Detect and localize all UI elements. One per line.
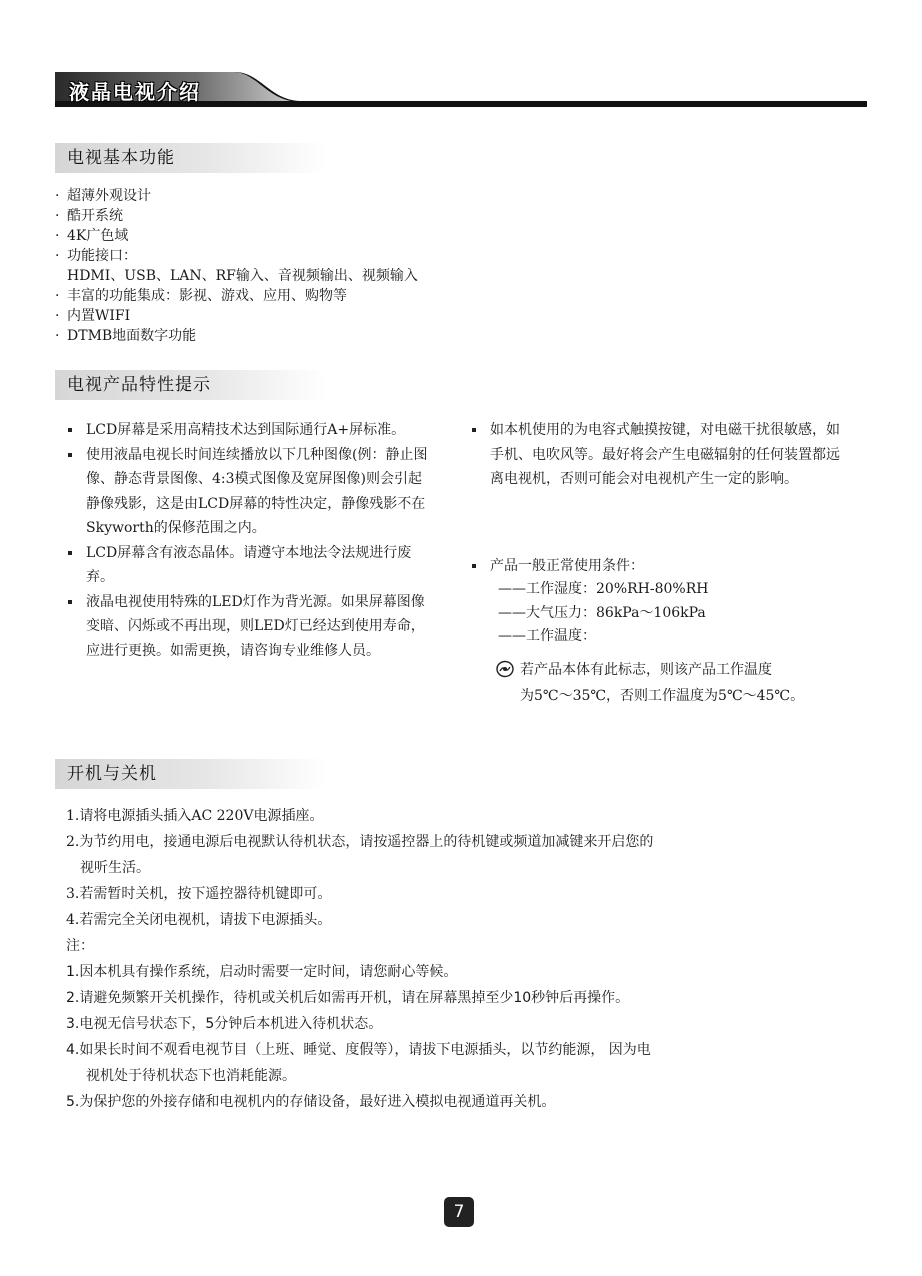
section-heading-basic: 电视基本功能 xyxy=(55,143,327,173)
list-item: LCD屏幕是采用高精技术达到国际通行A+屏标准。 xyxy=(68,418,430,443)
list-item: · DTMB地面数字功能 xyxy=(55,328,197,344)
section-heading-tips: 电视产品特性提示 xyxy=(55,370,327,400)
list-item: 5.为保护您的外接存储和电视机内的存储设备，最好进入模拟电视通道再关机。 xyxy=(66,1094,556,1110)
temperature-mark-icon xyxy=(496,660,514,678)
conditions-title: 产品一般正常使用条件： xyxy=(472,554,844,578)
list-item: HDMI、USB、LAN、RF输入、音视频输出、视频输入 xyxy=(67,268,418,284)
list-item: 1.因本机具有操作系统，启动时需要一定时间，请您耐心等候。 xyxy=(66,964,458,980)
list-item: 3.电视无信号状态下，5分钟后本机进入待机状态。 xyxy=(66,1016,383,1032)
power-instructions-list xyxy=(66,803,856,959)
list-item: · 4K广色域 xyxy=(55,228,129,244)
list-item: 视机处于待机状态下也消耗能源。 xyxy=(86,1068,296,1084)
temp-note-line1: 若产品本体有此标志，则该产品工作温度 xyxy=(520,662,772,678)
list-item: · 内置WIFI xyxy=(55,308,131,324)
list-item: 如本机使用的为电容式触摸按键，对电磁干扰很敏感，如手机、电吹风等。最好将会产生电磁辐射的任何装置都远离电视机，否则可能会对电视机产生一定的影响。 xyxy=(472,418,844,492)
basic-feature-list xyxy=(55,186,515,346)
list-item: 4.如果长时间不观看电视节目（上班、睡觉、度假等），请拔下电源插头，以节约能源， 因为电 xyxy=(66,1042,651,1058)
temp-note-line2: 为5℃～35℃，否则工作温度为5℃～45℃。 xyxy=(520,688,805,704)
list-item: · 丰富的功能集成：影视、游戏、应用、购物等 xyxy=(55,288,347,304)
list-item: LCD屏幕含有液态晶体。请遵守本地法令法规进行废弃。 xyxy=(68,541,430,590)
tips-right-list xyxy=(472,418,844,492)
condition-pressure: ——大气压力：86kPa～106kPa xyxy=(498,604,706,621)
tips-left-list xyxy=(68,418,430,663)
list-item: · 酷开系统 xyxy=(55,208,123,224)
section-heading-power: 开机与关机 xyxy=(55,759,327,789)
page-number: 7 xyxy=(444,1197,474,1227)
list-item: 4.若需完全关闭电视机，请拔下电源插头。 xyxy=(66,912,332,928)
condition-humidity: ——工作湿度：20%RH-80%RH xyxy=(498,581,709,597)
header-banner xyxy=(55,70,867,110)
temperature-note xyxy=(496,657,856,709)
list-item: 使用液晶电视长时间连续播放以下几种图像(例：静止图像、静态背景图像、4:3模式图像及宽屏图像)则会引起静像残影，这是由LCD屏幕的特性决定，静像残影不在Skyworth的保修范围之内。 xyxy=(68,443,430,541)
page-title: 液晶电视介绍 xyxy=(69,80,201,104)
list-item: 视听生活。 xyxy=(80,860,150,876)
list-item: 2.请避免频繁开关机操作，待机或关机后如需再开机，请在屏幕黑掉至少10秒钟后再操作。 xyxy=(66,990,630,1006)
usage-conditions xyxy=(472,554,844,649)
condition-temperature: ——工作温度： xyxy=(498,628,596,644)
note-label: 注： xyxy=(66,938,94,954)
list-item: 2.为节约用电，接通电源后电视默认待机状态，请按遥控器上的待机键或频道加减键来开启您的 xyxy=(66,834,654,850)
list-item: 3.若需暂时关机，按下遥控器待机键即可。 xyxy=(66,886,332,902)
list-item: · 功能接口： xyxy=(55,248,137,264)
list-item: 液晶电视使用特殊的LED灯作为背光源。如果屏幕图像变暗、闪烁或不再出现，则LED灯已经达到使用寿命，应进行更换。如需更换，请咨询专业维修人员。 xyxy=(68,590,430,664)
list-item: 1.请将电源插头插入AC 220V电源插座。 xyxy=(66,808,324,824)
power-notes-list xyxy=(66,959,856,1115)
list-item: · 超薄外观设计 xyxy=(55,188,151,204)
